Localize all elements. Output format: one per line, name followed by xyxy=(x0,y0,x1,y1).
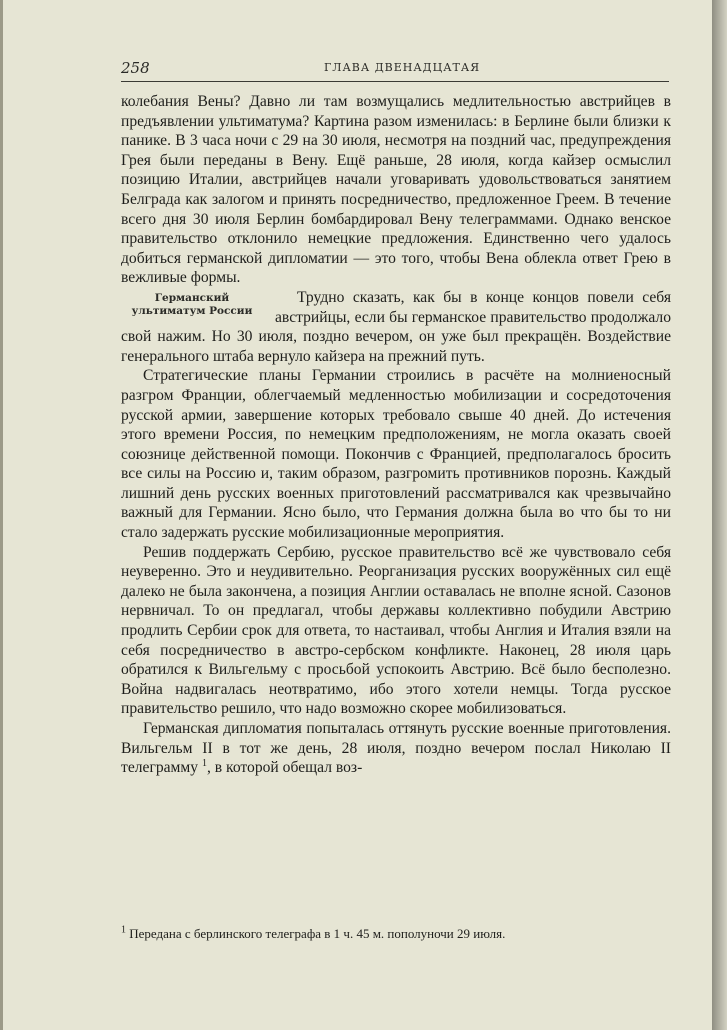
page-edge-shadow xyxy=(712,0,727,1030)
paragraph-5 xyxy=(121,719,671,778)
body-text xyxy=(121,92,671,778)
paragraph-2: Трудно сказать, как бы в конце концов повели себя австрийцы, если бы германское правительство продолжало свой нажим. Но 30 июля, поздно вечером, он уже был прекращён. Воздействие генерального штаба вернуло кайзера на прежний путь. xyxy=(121,288,671,365)
footnote-reference: 1 xyxy=(202,758,207,769)
paragraph-3: Стратегические планы Германии строились в расчёте на молниеносный разгром Франции, облегчаемый медленностью мобилизации и сосредоточения русской армии, завершение которых требовало свыше 40 дней. До истечения этого времени Россия, по немецким предположениям, не могла оказать своей союзнице действенной помощи. Покончив с Францией, предполагалось бросить все силы на Россию и, таким образом, разгромить противников порознь. Каждый лишний день русских военных приготовлений рассматривался как чрезвычайно важный для Германии. Ясно было, что Германия должна была во что бы то ни стало задержать русские мобилизационные мероприятия. xyxy=(121,367,671,542)
page-number: 258 xyxy=(121,59,150,77)
margin-note: Германский ультиматум России xyxy=(131,291,253,317)
footnote xyxy=(121,925,671,942)
chapter-title: ГЛАВА ДВЕНАДЦАТАЯ xyxy=(324,61,481,74)
running-head xyxy=(121,59,669,82)
paragraph-1: колебания Вены? Давно ли там возмущались медлительностью австрийцев в предъявлении ультиматума? Картина разом изменилась: в Берлине были близки к панике. В 3 часа ночи с 29 на 30 июля, несмотря на поздний час, предупреждения Грея были переданы в Вену. Ещё раньше, 28 июля, когда кайзер осмыслил позицию Италии, австрийцев начали уговаривать удовольствоваться занятием Белграда как залогом и принять посредничество, предложенное Греем. В течение всего дня 30 июля Берлин бомбардировал Вену телеграммами. Однако венское правительство отклонило немецкие предложения. Единственно чего удалось добиться германской дипломатии — это того, чтобы Вена облекла ответ Грею в вежливые формы. xyxy=(121,93,671,287)
footnote-text: Передана с берлинского телеграфа в 1 ч. 45 м. пополуночи 29 июля. xyxy=(129,926,506,941)
footnote-mark: 1 xyxy=(121,924,126,936)
paragraph-4: Решив поддержать Сербию, русское правительство всё же чувствовало себя неуверенно. Это и неудивительно. Реорганизация русских вооружённых сил ещё далеко не была закончена, а позиция Англии оставалась не вполне ясной. Сазонов нервничал. То он предлагал, чтобы державы коллективно побудили Австрию продлить Сербии срок для ответа, то настаивал, чтобы Англия и Италия взяли на себя посредничество в австро-сербском конфликте. Наконец, 28 июля царь обратился к Вильгельму с просьбой успокоить Австрию. Всё было бесполезно. Война надвигалась неотвратимо, ибо этого хотели немцы. Тогда русское правительство решило, что надо возможно скорее мобилизоваться. xyxy=(121,543,671,718)
paragraph-5-text: Германская дипломатия попыталась оттянуть русские военные приготовления. Вильгельм II в тот же день, 28 июля, поздно вечером послал Николаю II телеграмму xyxy=(121,720,671,777)
paragraph-5-end: , в которой обещал воз- xyxy=(207,759,363,777)
